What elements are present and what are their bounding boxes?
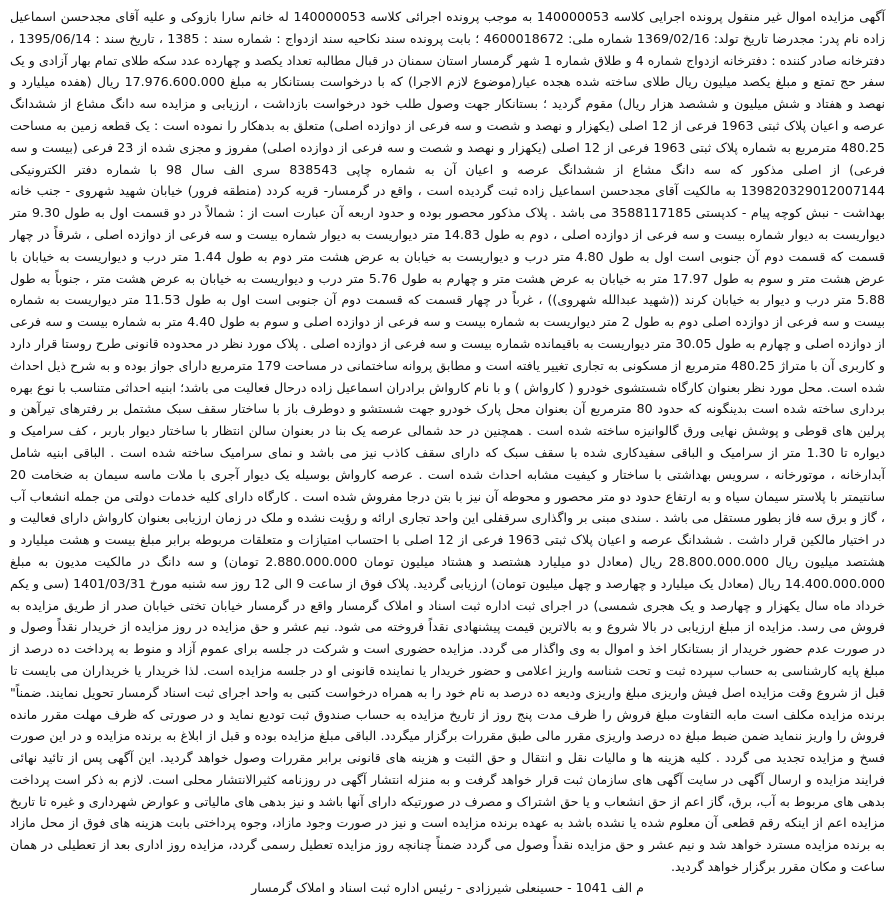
notice-signature: م الف 1041 - حسینعلی شیرزادی - رئیس اداره ثبت اسناد و املاک گرمسار	[251, 879, 644, 895]
notice-body: آگهی مزایده اموال غیر منقول پرونده اجرایی کلاسه 140000053 به موجب پرونده اجرائی کلاسه 140000053 له خانم سارا بازوکی و علیه آقای مجدحسن اسماعیل زاده نام پدر: مجدرضا تاریخ تولد: 1369/02/16 شماره ملی: 4600018672 ؛ بابت پرونده سند نکاحیه سند ازدواج : شماره سند : 1385 ، تاریخ سند : 1395/06/14 ، دفترخانه صادر کننده : دفترخانه ازدواج شماره 4 و طلاق شماره 1 شهر گرمسار استان سمنان در قبال مطالبه تعداد یکصد و چهارده عدد سکه طلای تمام بهار آزادی و یک سفر حج تمتع و مبلغ یکصد میلیون ریال طلای ساخته شده هجده عیار(موضوع لازم الاجرا) که با درخواست بستانکار به مبلغ 17.976.600.000 ریال (هفده میلیارد و نهصد و هفتاد و شش میلیون و ششصد هزار ریال) مقوم گردید ؛ بستانکار جهت وصول طلب خود درخواست بازداشت ، ارزیابی و مزایده سه دانگ مشاع از ششدانگ عرصه و اعیان پلاک ثبتی 1963 فرعی از 12 اصلی (یکهزار و نهصد و شصت و سه فرعی از دوازده اصلی) متعلق به بدهکار را نموده است : یک قطعه زمین به مساحت 480.25 مترمربع به شماره پلاک ثبتی 1963 فرعی از 12 اصلی (یکهزار و نهصد و شصت و سه فرعی از دوازده اصلی) مفروز و مجزی شده از 23 فرعی (بیست و سه فرعی) از اصلی مذکور که سه دانگ مشاع از ششدانگ عرصه و اعیان آن به شماره چاپی 838543 سری الف سال 98 با شماره دفتر الکترونیکی 139820329012007144 به مالکیت آقای مجدحسن اسماعیل زاده ثبت گردیده است ، واقع در گرمسار- قریه کردد (منطقه فرور) خیابان شهید شهروی - جنب خانه بهداشت - نبش کوچه پیام - کدپستی 3588117185 می باشد . پلاک مذکور محصور بوده و حدود اربعه آن عبارت است از : شمالاً در دو قسمت اول به طول 9.30 متر دیواریست به دیوار شماره بیست و سه فرعی از دوازده اصلی ، دوم به طول 14.83 متر دیواریست به دیوار شماره بیست و سه فرعی از دوازده اصلی ، شرقاً در چهار قسمت که قسمت دوم آن جنوبی است اول به طول 4.80 متر درب و دیواریست به خیابان به عرض هشت متر دوم به طول 1.44 متر درب و دیواریست به خیابان با عرض هشت متر و سوم به طول 17.97 متر به خیابان به عرض هشت متر و چهارم به طول 5.76 متر درب و دیواریست به خیابان به عرض هشت متر ، جنوباً به طول 5.88 متر درب و دیوار به خیابان کرند ((شهید عبدالله شهروی)) ، غرباً در چهار قسمت که قسمت دوم آن جنوبی است اول به طول 11.53 متر دیواریست به شماره بیست و سه فرعی از دوازده اصلی دوم به طول 2 متر دیواریست به شماره بیست و سه فرعی از دوازده اصلی و سوم به طول 4.40 متر به شماره بیست و سه فرعی از دوازده اصلی و چهارم به طول 30.05 متر دیواریست به باقیمانده شماره بیست و سه فرعی از دوازده اصلی . پلاک مورد نظر در محدوده قانونی طرح روستا قرار دارد و کاربری آن با متراژ 480.25 مترمربع از مسکونی به تجاری تغییر یافته است و مطابق پروانه ساختمانی در مساحت 179 مترمربع دارای جواز بوده و به شرح ذیل احداث شده است. محل مورد نظر بعنوان کارگاه شستشوی خودرو ( کارواش ) و با نام کارواش برادران اسماعیل زاده درحال فعالیت می باشد؛ ابنیه احداثی متناسب با نوع بهره برداری ساخته شده است بدینگونه که حدود 80 مترمربع آن بعنوان محل پارک خودرو جهت شستشو و دوطرف باز با ساختار سقف سبک مشتمل بر رفترهای تیرآهن و پرلین های قوطی و پوشش نهایی ورق گالوانیزه ساخته شده است . همچنین در حد شمالی عرصه یک بنا در بعنوان سالن انتظار با ساختار دیوار باربر ، کف سرامیک و دیواره تا 1.30 متر از سرامیک و الباقی سفیدکاری شده با سقف سبک که دارای سقف کاذب نیز می باشد و نمای سرامیک ساخته شده است . الباقی ابنیه شامل آبدارخانه ، موتورخانه ، سرویس بهداشتی با ساختار و کیفیت مشابه احداث شده است . عرصه کارواش بوسیله یک دیوار آجری با ملات ماسه سیمان به ضخامت 20 سانتیمتر با پلاستر سیمان سیاه و به ارتفاع حدود دو متر محصور و محوطه آن نیز با بتن درجا مفروش شده است . کارگاه دارای کلیه خدمات دولتی من جمله انشعاب آب ، گاز و برق سه فاز بطور مستقل می باشد . سندی مبنی بر واگذاری سرقفلی این واحد تجاری ارائه و رؤیت نشده و ملک در زمان ارزیابی بعنوان کارواش دارای فعالیت و در اختیار مالکین قرار داشت . ششدانگ عرصه و اعیان پلاک ثبتی 1963 فرعی از 12 اصلی با احتساب امتیازات و متعلقات مربوطه برابر مبلغ بیست و هشت میلیارد و هشتصد میلیون ریال 28.800.000.000 ریال (معادل دو میلیارد هشتصد و هشتاد میلیون تومان 2.880.000.000 تومان) و سه دانگ در مالکیت مدیون به مبلغ 14.400.000.000 ریال (معادل یک میلیارد و چهارصد و چهل میلیون تومان) ارزیابی گردید. پلاک فوق از ساعت 9 الی 12 روز سه شنبه مورخ 1401/03/31 (سی و یکم خرداد ماه سال یکهزار و چهارصد و یک هجری شمسی) در اجرای ثبت اداره ثبت اسناد و املاک گرمسار واقع در گرمسار خیابان تختی خیابان صدر از طریق مزایده به فروش می رسد. مزایده از مبلغ ارزیابی در بالا شروع و به بالاترین قیمت پیشنهادی نقداً فروخته می شود. نیم عشر و حق مزایده در روز مزایده از خریدار نقداً وصول و در صورت عدم حضور خریدار از بستانکار اخذ و اموال به وی واگذار می گردد. مزایده حضوری است و شرکت در جلسه برای عموم آزاد و منوط به پرداخت ده درصد از مبلغ پایه کارشناسی به حساب سپرده ثبت و تحت شناسه واریز اعلامی و حضور خریدار یا نماینده قانونی او در جلسه مزایده است. لذا خریدار یا خریداران می بایست تا قبل از شروع وقت مزایده اصل فیش واریزی مبلغ واریزی ودیعه ده درصد به نام خود را به همراه درخواست کتبی به واحد اجرای ثبت اسناد گرمسار تحویل نمایند. ضمناً" برنده مزایده مکلف است مابه التفاوت مبلغ فروش را ظرف مدت پنج روز از تاریخ مزایده به حساب صندوق ثبت تودیع نماید و در صورتی که ظرف مهلت مقرر مانده فروش را واریز ننماید ضمن ضبط مبلغ ده درصد واریزی مقرر مالی طبق مقررات برگزار میگردد. الباقی مبلغ مزایده بوده و قبل از ابلاغ به برنده مزایده و در این صورت فسخ و مزایده تجدید می گردد . کلیه هزینه ها و مالیات نقل و انتقال و حق الثبت و هزینه های قانونی برابر مقررات وصول خواهد گردید. این آگهی پس از تائید نهائی فرایند مزایده و ارسال آگهی در سایت آگهی های سازمان ثبت قرار خواهد گرفت و به منزله انتشار آگهی در روزنامه کثیرالانتشار محلی است. لازم به ذکر است پرداخت بدهی های مربوط به آب، برق، گاز اعم از حق انشعاب و یا حق اشتراک و مصرف در صورتیکه دارای آنها باشد و نیز بدهی های مالیاتی و عوارض شهرداری و غیره تا تاریخ مزایده اعم از اینکه رقم قطعی آن معلوم شده یا نشده باشد به عهده برنده مزایده است و نیز در صورت وجود مازاد، وجوه پرداختی بابت هزینه های فوق از محل مازاد به برنده مزایده مسترد خواهد شد و نیم عشر و حق مزایده نقداً وصول می گردد ضمناً چنانچه روز مزایده تعطیل رسمی گردد، مزایده روز اداری بعد از تعطیلی در همان ساعت و مکان مقرر برگزار خواهد گردید.	[10, 9, 886, 875]
